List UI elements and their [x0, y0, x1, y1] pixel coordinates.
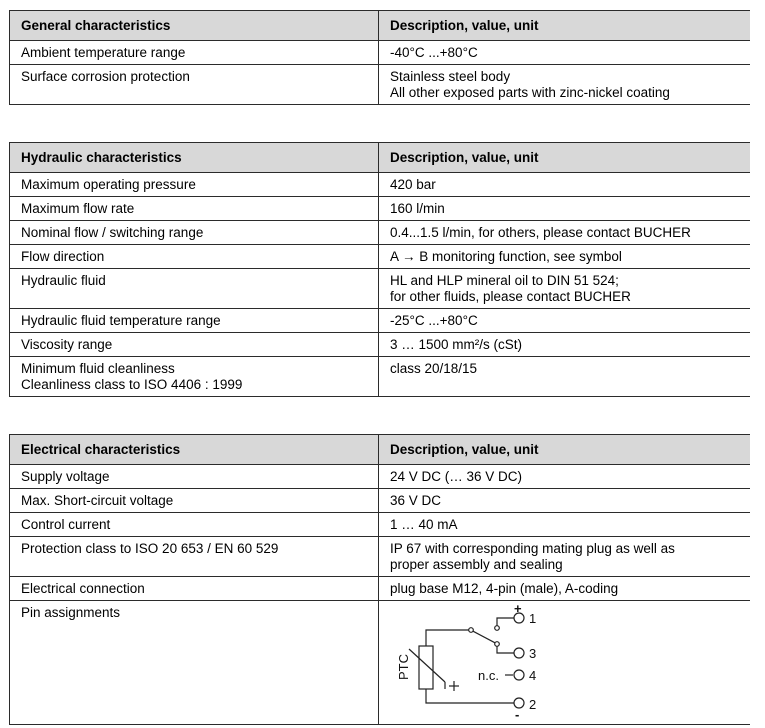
wire-contact-to-pin3	[497, 646, 514, 653]
spec-label-cell	[10, 65, 379, 105]
spec-label-cell	[10, 245, 379, 269]
spec-value-line: class 20/18/15	[390, 361, 478, 376]
spec-label-cell	[10, 465, 379, 489]
spec-label-cell	[10, 221, 379, 245]
spec-value-line: 36 V DC	[390, 493, 442, 508]
spec-row	[10, 601, 751, 725]
spec-value-line: 1 … 40 mA	[390, 517, 458, 532]
spec-value-cell	[379, 333, 751, 357]
spec-label-cell	[10, 489, 379, 513]
pin-assignment-circuit-diagram	[392, 603, 562, 721]
spec-label-cell	[10, 537, 379, 577]
spec-value-cell	[379, 173, 751, 197]
nc-label: n.c.	[478, 668, 499, 683]
switch-pivot-contact	[469, 628, 474, 633]
spec-label-line: Control current	[21, 517, 111, 532]
spec-value-cell	[379, 537, 751, 577]
spec-label-line: Minimum fluid cleanliness	[21, 361, 175, 376]
spec-row	[10, 465, 751, 489]
spec-label-cell	[10, 601, 379, 725]
spec-label-cell	[10, 333, 379, 357]
table-header-row	[10, 143, 751, 173]
switch-lower-contact	[495, 642, 500, 647]
spec-value-cell	[379, 245, 751, 269]
spec-label-line: Cleanliness class to ISO 4406 : 1999	[21, 377, 243, 392]
plus-label: +	[514, 603, 522, 616]
spec-label-line: Flow direction	[21, 249, 105, 264]
spec-row	[10, 197, 751, 221]
spec-value-cell	[379, 65, 751, 105]
table-hydraulic-value-header: Description, value, unit	[379, 143, 751, 173]
spec-label-line: Supply voltage	[21, 469, 110, 484]
spec-value-cell	[379, 357, 751, 397]
table-general-title: General characteristics	[10, 11, 379, 41]
spec-value-line: IP 67 with corresponding mating plug as well as	[390, 541, 675, 556]
switch-upper-contact	[495, 626, 500, 631]
spec-label-cell	[10, 309, 379, 333]
spec-value-line: 420 bar	[390, 177, 436, 192]
spec-label-line: Maximum operating pressure	[21, 177, 196, 192]
spec-row	[10, 41, 751, 65]
pin-4-terminal	[514, 670, 524, 680]
pin-2-number: 2	[529, 697, 537, 712]
spec-row	[10, 221, 751, 245]
spec-label-line: Hydraulic fluid temperature range	[21, 313, 221, 328]
spec-value-cell	[379, 601, 751, 725]
table-header-row	[10, 11, 751, 41]
pin-3-number: 3	[529, 646, 537, 661]
spec-label-line: Pin assignments	[21, 605, 121, 620]
spec-value-line: HL and HLP mineral oil to DIN 51 524;	[390, 273, 619, 288]
spec-value-cell	[379, 221, 751, 245]
table-electrical-characteristics	[9, 434, 750, 725]
ptc-resistor-body	[419, 646, 433, 689]
spec-label-cell	[10, 513, 379, 537]
table-electrical-title: Electrical characteristics	[10, 435, 379, 465]
spec-value-line: plug base M12, 4-pin (male), A-coding	[390, 581, 619, 596]
spec-row	[10, 489, 751, 513]
switch-arm	[473, 631, 495, 643]
spec-value-cell	[379, 197, 751, 221]
spec-value-line: -40°C ...+80°C	[390, 45, 478, 60]
spec-label-cell	[10, 357, 379, 397]
table-general-characteristics	[9, 10, 750, 105]
table-hydraulic-characteristics	[9, 142, 750, 397]
spec-label-line: Max. Short-circuit voltage	[21, 493, 174, 508]
spec-label-cell	[10, 41, 379, 65]
minus-label: -	[515, 707, 520, 721]
spec-label-line: Nominal flow / switching range	[21, 225, 204, 240]
spec-label-line: Viscosity range	[21, 337, 113, 352]
ptc-diagonal-line	[409, 649, 445, 682]
spec-row	[10, 537, 751, 577]
spec-value-cell	[379, 577, 751, 601]
table-header-row	[10, 435, 751, 465]
spec-row	[10, 269, 751, 309]
pin-4-number: 4	[529, 668, 537, 683]
spec-row	[10, 577, 751, 601]
table-general-value-header: Description, value, unit	[379, 11, 751, 41]
spec-value-cell	[379, 489, 751, 513]
spec-row	[10, 65, 751, 105]
spec-value-cell	[379, 41, 751, 65]
spec-value-cell	[379, 269, 751, 309]
spec-label-line: Ambient temperature range	[21, 45, 186, 60]
table-electrical-value-header: Description, value, unit	[379, 435, 751, 465]
spec-value-line: All other exposed parts with zinc-nickel coating	[390, 85, 670, 100]
spec-value-line: proper assembly and sealing	[390, 557, 563, 572]
spec-label-cell	[10, 197, 379, 221]
characteristics-tables	[9, 10, 750, 725]
spec-value-cell	[379, 309, 751, 333]
wire-ptc-to-switch	[426, 630, 469, 646]
spec-label-line: Surface corrosion protection	[21, 69, 190, 84]
spec-row	[10, 333, 751, 357]
spec-label-line: Maximum flow rate	[21, 201, 135, 216]
spec-value-line: -25°C ...+80°C	[390, 313, 478, 328]
spec-value-cell	[379, 465, 751, 489]
spec-row	[10, 309, 751, 333]
spec-label-line: Hydraulic fluid	[21, 273, 106, 288]
wire-contact-to-pin1	[497, 618, 514, 626]
spec-label-line: Protection class to ISO 20 653 / EN 60 529	[21, 541, 279, 556]
spec-value-line: 0.4...1.5 l/min, for others, please contact BUCHER	[390, 225, 691, 240]
spec-label-cell	[10, 269, 379, 309]
spec-value-line: A → B monitoring function, see symbol	[390, 249, 622, 264]
table-hydraulic-title: Hydraulic characteristics	[10, 143, 379, 173]
wire-ptc-to-pin2	[426, 689, 514, 703]
ptc-label: PTC	[396, 654, 411, 680]
spec-row	[10, 173, 751, 197]
spec-value-line: 24 V DC (… 36 V DC)	[390, 469, 523, 484]
spec-label-cell	[10, 577, 379, 601]
spec-value-line: Stainless steel body	[390, 69, 511, 84]
spec-label-cell	[10, 173, 379, 197]
spec-value-line: for other fluids, please contact BUCHER	[390, 289, 631, 304]
spec-row	[10, 357, 751, 397]
spec-label-line: Electrical connection	[21, 581, 145, 596]
spec-row	[10, 245, 751, 269]
spec-row	[10, 513, 751, 537]
spec-value-line: 3 … 1500 mm²/s (cSt)	[390, 337, 523, 352]
pin-1-number: 1	[529, 611, 537, 626]
spec-value-cell	[379, 513, 751, 537]
spec-value-line: 160 l/min	[390, 201, 445, 216]
pin-3-terminal	[514, 648, 524, 658]
